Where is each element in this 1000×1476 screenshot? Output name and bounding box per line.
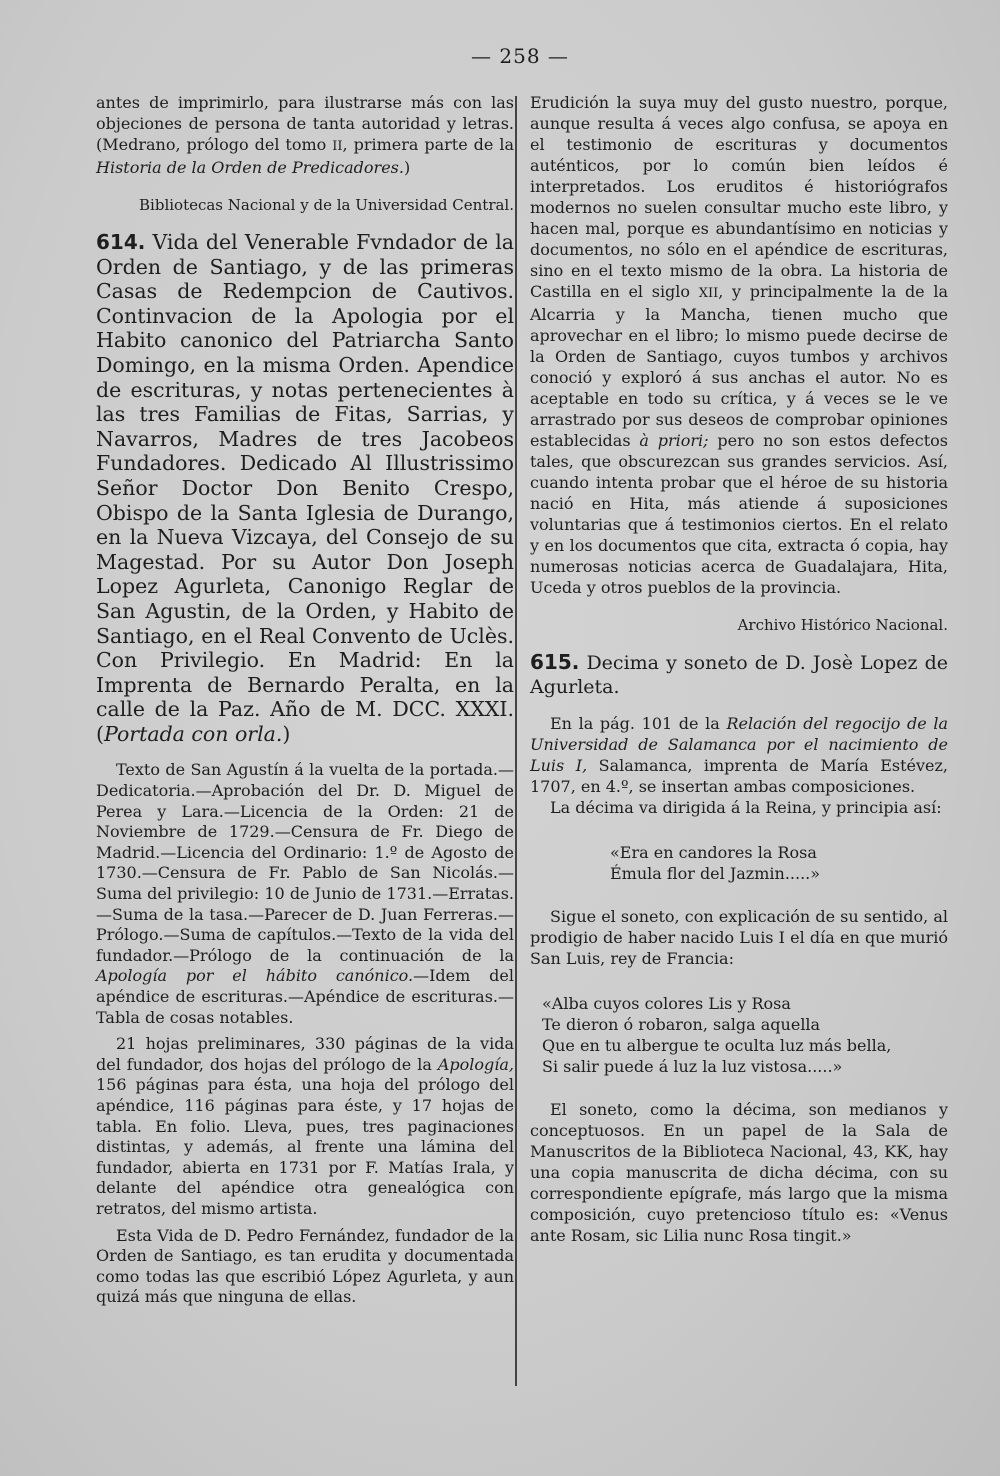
page-number: — 258 — — [471, 44, 569, 68]
entry-615-source: Archivo Histórico Nacional. — [737, 616, 948, 634]
soneto-commentary: El soneto, como la décima, son medianos y conceptuosos. En un papel de la Sala de Manuscritos de la Biblioteca Nacional, 43, KK, hay una copia manuscrita de dicha décima, con su correspondiente epígrafe, más largo que la misma composición, cuyo pretencioso título es: «Venus ante Rosam, sic Lilia nunc Rosa tingit.» — [530, 1100, 948, 1245]
entry-614-collation — [96, 1034, 514, 1219]
left-column — [96, 92, 514, 1308]
collation-work-title: Apología, — [437, 1054, 514, 1074]
commentary-text-end: pero no son estos defectos tales, que obscurezcan sus grandes servicios. Así, cuando intenta probar que el héroe de su historia nació en Hita, más atiende á suposiciones voluntarias que á testimonios ciertos. En el relato y en los documentos que cita, extracta ó copia, hay numerosas noticias acerca de Guadalajara, Hita, Uceda y otros pueblos de la provincia. — [530, 431, 948, 597]
entry-614-title-note: Portada con orla. — [104, 721, 283, 746]
intro-text: antes de imprimirlo, para ilustrarse más con las objeciones de persona de tanta autoridad y letras. (Medrano, prólogo del tomo — [96, 93, 514, 154]
entry-614-title-text: Vida del Venerable Fvndador de la Orden de Santiago, y de las primeras Casas de Redempcion de Cautivos. Continvacion de la Apologia por el Habito canonico del Patriarcha Santo Domingo, en la misma Orden. Apendice de escrituras, y notas pertenecientes à las tres Familias de Fitas, Sarrias, y Navarros, Madres de tres Jacobeos Fundadores. Dedicado Al Illustrissimo Señor Doctor Don Benito Crespo, Obispo de la Santa Iglesia de Durango, en la Nueva Vizcaya, del Consejo de su Magestad. Por su Autor Don Joseph Lopez Agurleta, Canonigo Reglar de San Agustin, de la Orden, y Habito de Santiago, en el Real Convento de Uclès. Con Privilegio. En Madrid: En la Imprenta de Bernardo Peralta, en la calle de la Paz. Año de M. DCC. XXXI. ( — [96, 230, 514, 746]
intro-volume: II — [332, 139, 343, 154]
entry-615-title-text: Decima y soneto de D. Josè Lopez de Agurleta. — [530, 652, 948, 698]
source-note-work-title: Relación del regocijo de la Universidad de Salamanca por el nacimiento de Luis I, — [530, 714, 949, 775]
entry-614-source: Bibliotecas Nacional y de la Universidad Central. — [139, 196, 514, 214]
collation-text-end: 156 páginas para ésta, una hoja del prólogo del apéndice, 116 páginas para éste, y 17 hojas de tabla. En folio. Lleva, pues, tres paginaciones distintas, y además, al frente una lámina del fundador, abierta en 1731 por F. Matías Irala, y delante del apéndice otra genealógica con retratos, del mismo artista. — [96, 1075, 514, 1218]
decima-verse — [610, 842, 948, 884]
commentary-latin: à priori; — [639, 431, 709, 450]
collation-text: 21 hojas preliminares, 330 páginas de la vida del fundador, dos hojas del prólogo de la — [96, 1034, 514, 1074]
contents-work-title: Apología por el hábito canónico. — [96, 966, 414, 986]
verse-line: Te dieron ó robaron, salga aquella — [542, 1015, 821, 1034]
entry-614-commentary-continued — [530, 92, 948, 598]
intro-text-mid: , primera parte de la — [342, 135, 514, 154]
intro-book-title: Historia de la Orden de Predicadores. — [96, 158, 404, 177]
intro-text-end: ) — [403, 158, 411, 177]
entry-614-commentary: Esta Vida de D. Pedro Fernández, fundador de la Orden de Santiago, es tan erudita y documentada como todas las que escribió López Agurleta, y aun quizá más que ninguna de ellas. — [96, 1225, 514, 1307]
entry-614-title — [96, 230, 514, 746]
right-column — [530, 92, 948, 1246]
entry-614-contents — [96, 760, 514, 1028]
commentary-text: Erudición la suya muy del gusto nuestro, porque, aunque resulta á veces algo confusa, se apoya en el testimonio de escrituras y documentos auténticos, por lo común bien leídos é interpretados. Los eruditos é historiógrafos modernos no suelen consultar mucho este libro, y hacen mal, porque es abundantísimo en noticias y documentos, no sólo en el apéndice de escrituras, sino en el texto mismo de la obra. La historia de Castilla en el siglo — [530, 93, 948, 301]
decima-intro: La décima va dirigida á la Reina, y principia así: — [550, 798, 942, 817]
soneto-verse — [542, 993, 948, 1077]
source-note-text-end: Salamanca, imprenta de María Estévez, 1707, en 4.º, se insertan ambas composiciones. — [530, 756, 949, 796]
verse-line: Émula flor del Jazmin.....» — [610, 864, 821, 883]
commentary-text-mid: , y principalmente la de la Alcarria y la Mancha, tienen mucho que aprovechar en el libro; lo mismo puede decirse de la Orden de Santiago, cuyos tumbos y archivos conoció y exploró á sus anchas el autor. No es aceptable en todo su crítica, y á veces se le ve arrastrado por sus deseos de comprobar opiniones establecidas — [530, 282, 948, 450]
entry-614-number: 614. — [96, 230, 146, 254]
column-divider — [515, 96, 517, 1386]
source-note-text: En la pág. 101 de la — [550, 714, 727, 733]
entry-615-title — [530, 650, 948, 699]
intro-paragraph — [96, 92, 514, 178]
entry-614-title-close: ) — [282, 721, 291, 746]
entry-615-number: 615. — [530, 650, 580, 674]
verse-line: Si salir puede á luz la luz vistosa.....» — [542, 1057, 843, 1076]
verse-line: «Alba cuyos colores Lis y Rosa — [542, 994, 791, 1013]
verse-line: «Era en candores la Rosa — [610, 843, 817, 862]
entry-615-source-note — [530, 713, 948, 797]
verse-line: Que en tu albergue te oculta luz más bella, — [542, 1036, 892, 1055]
contents-text: Texto de San Agustín á la vuelta de la portada.—Dedicatoria.—Aprobación del Dr. D. Miguel de Perea y Lara.—Licencia de la Orden: 21 de Noviembre de 1729.—Censura de Fr. Diego de Madrid.—Licencia del Ordinario: 1.º de Agosto de 1730.—Censura de Fr. Pablo de San Nicolás.—Suma del privilegio: 10 de Junio de 1731.—Erratas.—Suma de la tasa.—Parecer de D. Juan Ferreras.—Prólogo.—Suma de capítulos.—Texto de la vida del fundador.—Prólogo de la continuación de la — [96, 760, 514, 965]
soneto-intro: Sigue el soneto, con explicación de su sentido, al prodigio de haber nacido Luis I el día en que murió San Luis, rey de Francia: — [530, 907, 948, 968]
commentary-century: XII — [698, 286, 719, 301]
contents-text-end: —Idem del apéndice de escrituras.—Apéndice de escrituras.—Tabla de cosas notables. — [96, 966, 514, 1027]
